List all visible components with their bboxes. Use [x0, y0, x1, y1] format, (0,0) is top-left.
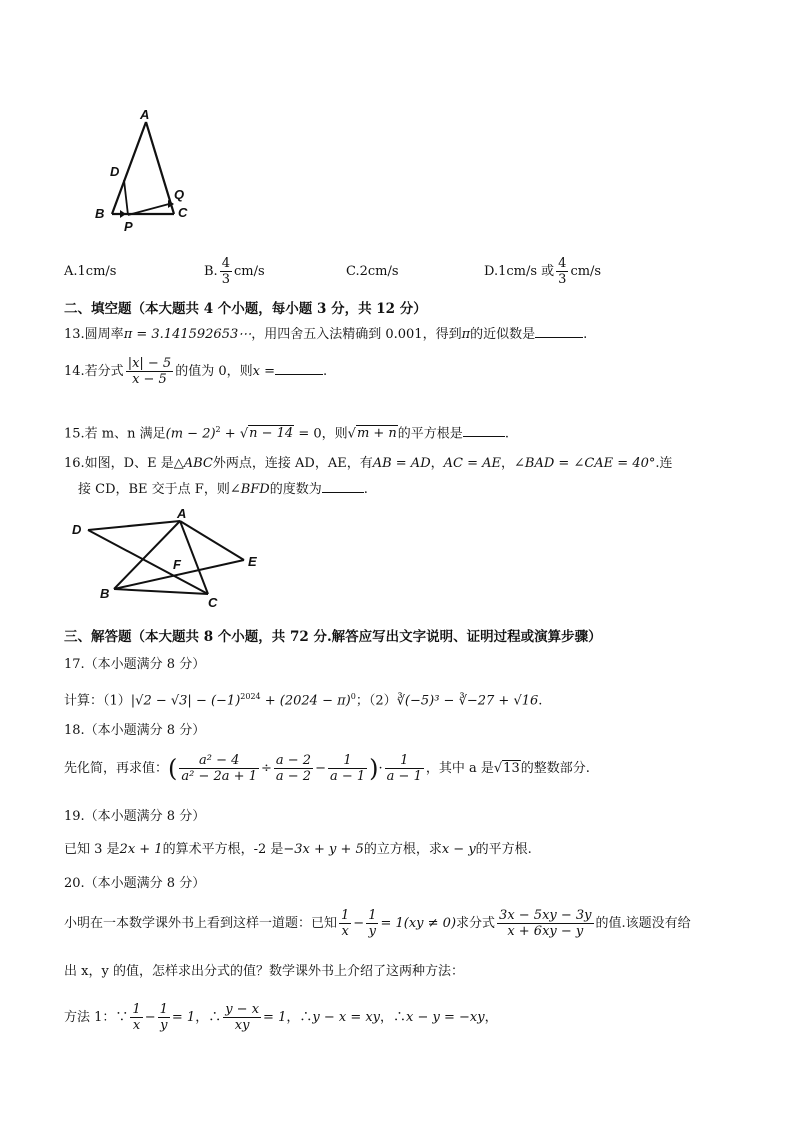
q13-text3: 的近似数是 [470, 327, 536, 342]
question-14 [64, 356, 327, 387]
triangle-figure-2-svg [62, 506, 272, 616]
q14-fraction [126, 356, 174, 387]
q16-text5: 的度数为 [269, 482, 322, 497]
fig2-label-a: A [177, 506, 187, 521]
because-symbol: ∵ [115, 1010, 129, 1025]
q20-condition: = 1(xy ≠ 0) [380, 916, 457, 931]
fig2-label-c: C [208, 595, 218, 610]
q19-text4: 的平方根. [475, 842, 532, 857]
triangle-figure-2 [62, 506, 272, 616]
therefore-symbol: ，∴ [195, 1010, 222, 1025]
q18-label: 先化简，再求值： [64, 761, 169, 776]
q18-text2: ，其中 a 是 [425, 761, 494, 776]
q17-separator: ；（2） [355, 693, 397, 709]
q18-f4-den: a − 1 [386, 769, 422, 784]
q14-text2: 的值为 0，则 [175, 364, 253, 379]
q20-m1-end: ， [484, 1010, 498, 1025]
q17-exp1: 2024 [240, 692, 261, 701]
q20-f2-num: 1 [368, 908, 377, 923]
option-b [204, 256, 265, 287]
q13-pi: π [461, 327, 471, 342]
q20-m1-f1-num: 1 [132, 1002, 141, 1017]
q18-f1-den: a² − 2a + 1 [181, 769, 257, 784]
section-2-heading: 二、填空题（本大题共 4 个小题，每小题 3 分，共 12 分） [64, 301, 427, 317]
q19-expr1: 2x + 1 [119, 842, 163, 857]
q17-exp2: 0 [350, 692, 356, 701]
q20-method-1 [64, 1002, 498, 1033]
q20-m1-therefore-2: ，∴ [380, 1010, 407, 1025]
q16-eq2: AC = AE [443, 456, 502, 471]
fig1-label-p: P [124, 219, 133, 234]
q15-end: . [504, 426, 509, 442]
q20-m1-eq2: = 1 [263, 1010, 287, 1025]
q16-eq3: ∠BAD = ∠CAE = 40° [514, 456, 656, 471]
q19-expr2: −3x + y + 5 [283, 842, 364, 857]
q16-text1: 16.如图，D、E 是 [64, 456, 174, 471]
fig2-label-b: B [100, 586, 110, 601]
q18-body: 先化简，再求值：( $\frac{\text{a² − 4}}{\text{a² − 2a + 1}}$ ÷ $\frac{a - 2}{a - 2}$ − $\frac{1}{a - 1}$ )· $\frac{1}{a - 1}$ ，其中 a 是√13的整数部分. [64, 753, 590, 784]
q14-text1: 14.若分式 [64, 364, 124, 379]
q19-title: 19.（本小题满分 8 分） [64, 809, 206, 824]
q20-f3-den: x + 6xy − y [507, 924, 584, 939]
triangle-figure-1 [88, 100, 216, 245]
q15-text2: ，则 [321, 426, 348, 442]
q18-f3-num: 1 [328, 753, 367, 769]
q20-title: 20.（本小题满分 8 分） [64, 876, 206, 891]
q18-minus: − [315, 761, 326, 776]
option-d-fraction [556, 256, 568, 287]
q20-method-label: 方法 1： [64, 1010, 116, 1025]
q15-sqrt1: n − 14 [249, 426, 294, 442]
q16-eq1: AB = AD [372, 456, 431, 471]
question-13 [64, 325, 587, 344]
option-d [484, 256, 601, 287]
fig1-label-d: D [110, 164, 120, 179]
q19-text3: 的立方根，求 [363, 842, 442, 857]
q20-m1-f2-num: 1 [159, 1002, 168, 1017]
q16-angle: ∠BFD [229, 482, 270, 497]
q17-part1: |√2 − √3| − (−1) [130, 693, 241, 709]
option-d-unit: cm/s [570, 264, 602, 279]
fig1-label-q: Q [174, 187, 185, 202]
question-15: 15.若 m、n 满足$(m - 2)^2 + √n - 14 = 0$，则√m + n的平方根是 . [64, 425, 509, 442]
q16-answer-blank [322, 480, 364, 493]
fig2-label-f: F [173, 557, 181, 572]
q20-m1-expr1: y − x = xy [312, 1010, 381, 1025]
q16-comma1: ， [430, 456, 444, 471]
q20-f3-num: 3x − 5xy − 3y [499, 908, 592, 923]
option-d-num: 4 [558, 256, 567, 271]
q16-comma2: ， [501, 456, 515, 471]
q20-m1-fraction-2 [158, 1002, 170, 1033]
q20-text1: 小明在一本数学课外书上看到这样一道题：已知 [64, 916, 338, 931]
q15-expr: (m − 2) [165, 426, 216, 442]
q20-fraction-2 [366, 908, 378, 939]
q18-div: ÷ [260, 761, 272, 776]
q13-text1: 13.圆周率 [64, 327, 124, 342]
q18-f2-den: a − 2 [275, 769, 312, 784]
q20-m1-f3-den: xy [234, 1018, 250, 1033]
q18-text3: 的整数部分. [520, 761, 590, 776]
q20-m1-fraction-3 [223, 1002, 261, 1033]
q20-m1-minus: − [144, 1010, 156, 1025]
option-a: A.1cm/s [64, 264, 117, 279]
q20-m1-f1-den: x [132, 1018, 141, 1033]
fig1-label-a: A [140, 107, 150, 122]
option-d-den: 3 [558, 272, 567, 287]
q13-answer-blank [535, 325, 583, 338]
fig2-label-d: D [72, 522, 82, 537]
q20-line-1 [64, 908, 691, 939]
fig1-label-b: B [95, 206, 105, 221]
q17-title: 17.（本小题满分 8 分） [64, 657, 206, 672]
q20-minus: − [353, 916, 365, 931]
q18-dot: · [378, 761, 383, 776]
q20-m1-therefore-1: ，∴ [286, 1010, 313, 1025]
option-b-num: 4 [221, 256, 230, 271]
fig1-label-c: C [178, 205, 188, 220]
q18-f4-num: 1 [385, 753, 424, 769]
q17-end: . [538, 693, 543, 709]
q20-fraction-1 [339, 908, 351, 939]
q14-answer-blank [275, 362, 323, 375]
option-b-fraction [220, 256, 232, 287]
q18-fraction-4 [385, 753, 424, 784]
q17-label: 计算：（1） [64, 693, 131, 709]
q13-end: . [583, 327, 588, 342]
q15-exp: 2 [215, 425, 221, 434]
option-b-unit: cm/s [233, 264, 265, 279]
q18-f1-num: a² − 4 [179, 753, 259, 769]
q18-fraction-2 [274, 753, 313, 784]
q13-text2: ，用四舍五入法精确到 0.001，得到 [251, 327, 462, 342]
q15-text1: 15.若 m、n 满足 [64, 426, 166, 442]
q20-f2-den: y [368, 924, 377, 939]
option-b-prefix: B. [204, 264, 218, 279]
q19-text2: 的算术平方根，-2 是 [162, 842, 284, 857]
q18-f2-num: a − 2 [275, 753, 312, 768]
q16-text4: 接 CD，BE 交于点 F，则 [78, 482, 230, 497]
q20-text2: 求分式 [456, 916, 496, 931]
q18-sqrt13: 13 [503, 761, 520, 776]
q15-eq: = 0 [294, 426, 322, 442]
q20-line-2: 出 x，y 的值，怎样求出分式的值？数学课外书上介绍了这两种方法： [64, 964, 464, 979]
option-c: C.2cm/s [346, 264, 399, 279]
q17-part1b: + (2024 − π) [260, 693, 351, 709]
q16-text3: .连 [655, 456, 673, 471]
q15-sqrt2: m + n [356, 426, 397, 442]
q13-expr: π = 3.141592653⋯ [123, 327, 252, 342]
q14-end: . [322, 364, 328, 379]
q18-f3-den: a − 1 [329, 769, 366, 784]
question-16-line-2 [78, 480, 368, 499]
q19-expr3: x − y [441, 842, 476, 857]
question-16-line-1 [64, 455, 673, 473]
q17-part2: ∛(−5)³ − ∛−27 + √16 [396, 693, 539, 709]
q16-text2: 外两点，连接 AD，AE，有 [212, 456, 373, 471]
fig2-label-e: E [248, 554, 257, 569]
q20-text3: 的值.该题没有给 [595, 916, 691, 931]
q16-triangle: △ABC [173, 456, 213, 471]
q14-den: x − 5 [132, 372, 167, 387]
q20-m1-expr2: x − y = −xy [406, 1010, 485, 1025]
q14-num: |x| − 5 [127, 356, 172, 371]
q20-m1-f2-den: y [160, 1018, 168, 1033]
q19-body [64, 841, 532, 859]
q20-fraction-3 [497, 908, 593, 939]
triangle-figure-1-svg [88, 100, 216, 245]
q15-answer-blank [463, 424, 505, 437]
q20-m1-eq1: = 1 [171, 1010, 196, 1025]
q15-plus: + [220, 426, 240, 442]
q18-fraction-3 [328, 753, 367, 784]
q19-text1: 已知 3 是 [64, 842, 120, 857]
q17-body [64, 688, 542, 710]
q18-title: 18.（本小题满分 8 分） [64, 723, 206, 738]
q18-fraction-1 [179, 753, 259, 784]
q14-var: x = [252, 364, 275, 379]
section-3-heading: 三、解答题（本大题共 8 个小题，共 72 分.解答应写出文字说明、证明过程或演算步骤） [64, 629, 602, 645]
q20-f1-num: 1 [341, 908, 350, 923]
q20-m1-fraction-1 [130, 1002, 142, 1033]
option-b-den: 3 [221, 272, 230, 287]
q20-f1-den: x [341, 924, 349, 939]
q16-end: . [363, 482, 368, 497]
q15-text3: 的平方根是 [397, 426, 463, 442]
option-d-prefix: D.1cm/s 或 [484, 264, 555, 279]
q20-m1-f3-num: y − x [225, 1002, 260, 1017]
